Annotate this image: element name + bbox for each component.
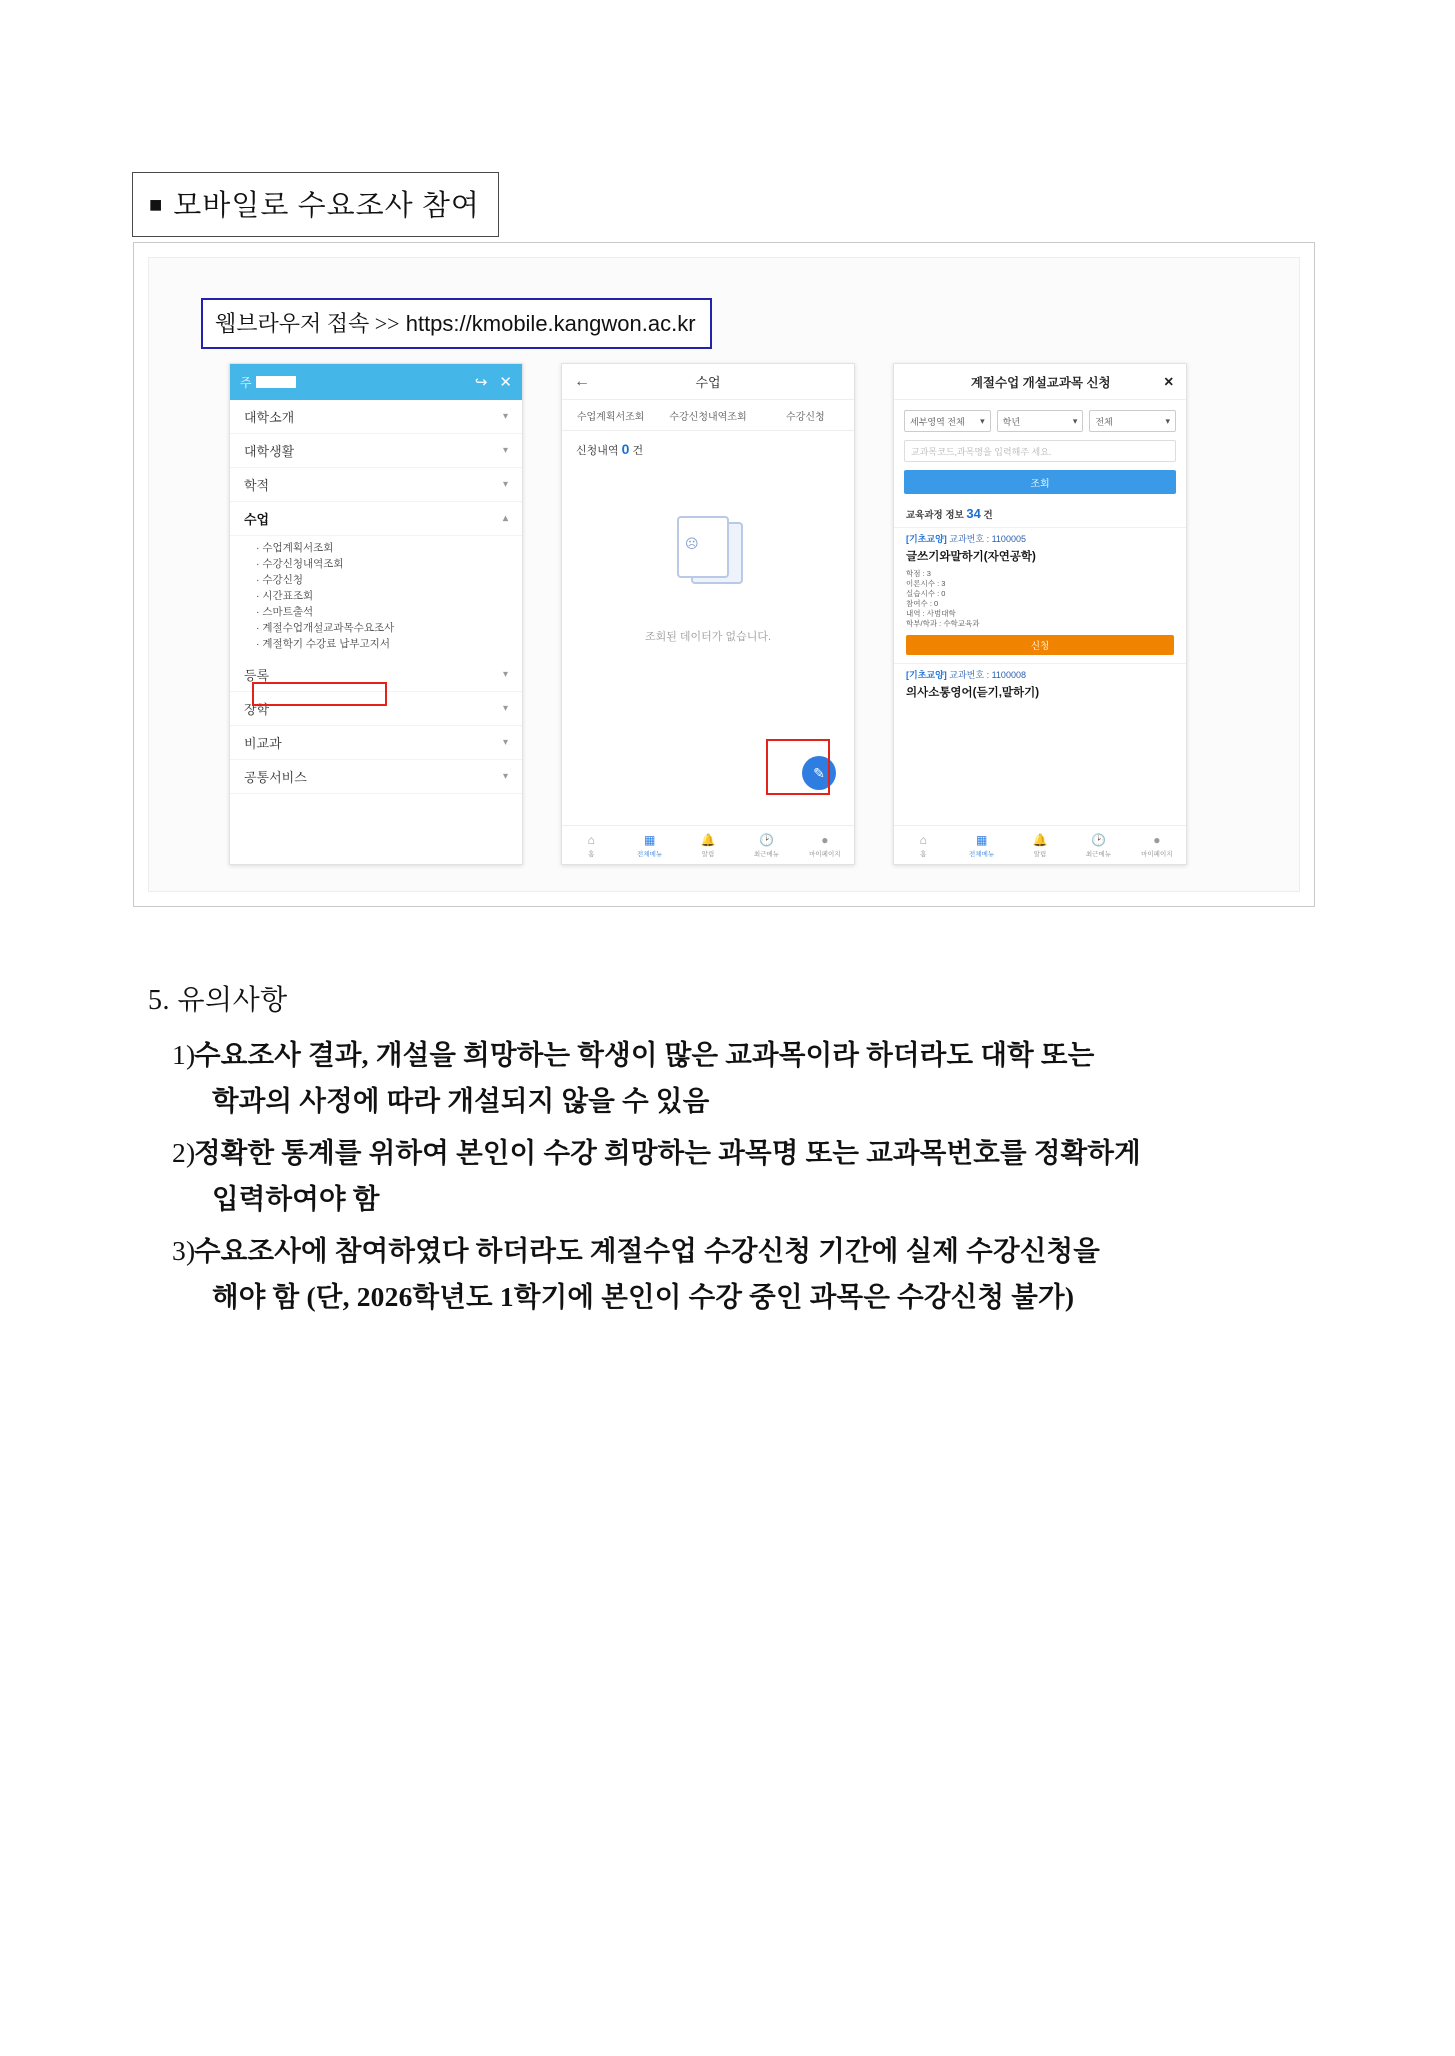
course-code: 1100005	[991, 534, 1026, 544]
result-unit: 건	[983, 510, 993, 521]
course-detail: 내역 : 사범대학	[906, 609, 956, 618]
sidebar-item-academic[interactable]	[230, 468, 522, 502]
sidebar-item-label: 공통서비스	[244, 770, 307, 785]
nav-all-menu[interactable]	[952, 826, 1010, 864]
screenshot-inner	[148, 257, 1300, 892]
sidebar-item-univ-intro[interactable]	[230, 400, 522, 434]
nav-label: 최근메뉴	[1085, 850, 1111, 858]
count-unit: 건	[632, 445, 644, 457]
phone2-empty-state	[562, 514, 854, 644]
pencil-icon: ✎	[813, 764, 825, 781]
filter-subarea[interactable]	[904, 410, 991, 432]
nav-label: 알림	[1033, 850, 1047, 858]
url-box	[201, 298, 712, 349]
course-meta	[906, 668, 1174, 681]
note-line-2: 입력하여야 함	[212, 1183, 380, 1214]
tab-syllabus[interactable]: 수업계획서조회	[576, 411, 645, 423]
phone3-result-count	[894, 504, 1186, 527]
phone1-header	[230, 364, 522, 400]
chevron-down-icon: ▾	[502, 411, 508, 422]
note-item	[148, 1228, 1328, 1320]
section-heading	[132, 172, 499, 237]
course-tag: [기초교양]	[906, 670, 947, 680]
filter-label: 학년	[1002, 416, 1021, 427]
note-number: 2)	[172, 1137, 196, 1168]
course-tag: [기초교양]	[906, 534, 947, 544]
phone2-tabs	[562, 400, 854, 431]
phone2-header	[562, 364, 854, 400]
note-text	[194, 1130, 1328, 1222]
submenu-item-smart-attendance[interactable]: · 스마트출석	[256, 606, 314, 618]
nav-label: 최근메뉴	[753, 850, 779, 858]
phone-mock-classes	[561, 363, 855, 865]
filter-all[interactable]	[1089, 410, 1176, 432]
screenshot-panel	[133, 242, 1315, 907]
nav-label: 전체메뉴	[637, 850, 663, 858]
phone1-header-icons	[475, 373, 512, 391]
chevron-down-icon: ▾	[502, 479, 508, 490]
sidebar-item-label: 장학	[244, 702, 270, 717]
home-icon: ⌂	[587, 832, 595, 847]
close-icon[interactable]: ✕	[499, 374, 512, 391]
sidebar-item-label: 대학소개	[244, 410, 295, 425]
search-input[interactable]	[904, 440, 1176, 462]
filter-label: 세부영역 전체	[910, 416, 965, 427]
nav-label: 마이페이지	[1141, 850, 1173, 858]
nav-recent[interactable]	[1069, 826, 1127, 864]
sidebar-submenu	[230, 536, 522, 658]
write-fab-button[interactable]	[802, 756, 836, 790]
course-name: 글쓰기와말하기(자연공학)	[906, 551, 1036, 563]
nav-label: 전체메뉴	[969, 850, 995, 858]
nav-mypage[interactable]	[796, 826, 854, 864]
course-code-label: 교과번호 :	[949, 670, 990, 680]
submenu-item-seasonal-tuition-bill[interactable]: · 계절학기 수강료 납부고지서	[256, 638, 390, 650]
course-detail: 학부/학과 : 수학교육과	[906, 619, 980, 628]
course-detail: 실습시수 : 0	[906, 589, 946, 598]
filter-label: 전체	[1095, 416, 1113, 427]
course-details	[906, 569, 1174, 629]
filter-grade[interactable]	[997, 410, 1084, 432]
chevron-down-icon: ▾	[1165, 415, 1171, 426]
submenu-item-timetable[interactable]: · 시간표조회	[256, 590, 314, 602]
sidebar-item-classes[interactable]	[230, 502, 522, 536]
phone3-bottom-nav	[894, 825, 1186, 864]
sad-face-icon: ☹	[685, 536, 699, 551]
sidebar-item-label: 수업	[244, 512, 270, 527]
clock-icon: 🕑	[758, 832, 774, 847]
phone3-header	[894, 364, 1186, 400]
sidebar-item-common-services[interactable]	[230, 760, 522, 794]
person-icon: ●	[821, 832, 829, 847]
phone1-user-name: 주	[240, 375, 252, 390]
note-line-1: 수요조사에 참여하였다 하더라도 계절수업 수강신청 기간에 실제 수강신청을	[194, 1235, 1101, 1266]
note-number: 3)	[172, 1235, 196, 1266]
grid-icon: ▦	[975, 832, 988, 847]
clock-icon: 🕑	[1090, 832, 1106, 847]
phone1-user	[240, 374, 296, 391]
grid-icon: ▦	[643, 832, 656, 847]
phone2-bottom-nav	[562, 825, 854, 864]
sidebar-item-label: 등록	[244, 668, 270, 683]
logout-icon[interactable]: ↪	[474, 374, 488, 391]
nav-home[interactable]	[894, 826, 952, 864]
sidebar-item-extracurricular[interactable]	[230, 726, 522, 760]
notes-title: 5. 유의사항	[148, 985, 288, 1016]
chevron-down-icon: ▾	[502, 703, 508, 714]
close-icon[interactable]: ✕	[1163, 375, 1174, 389]
phone2-count	[562, 431, 854, 468]
section-heading-text: 모바일로 수요조사 참여	[173, 190, 480, 222]
submenu-item-syllabus[interactable]: · 수업계획서조회	[256, 542, 334, 554]
sidebar-item-registration[interactable]	[230, 658, 522, 692]
chevron-down-icon: ▾	[502, 737, 508, 748]
search-button[interactable]: 조회	[904, 470, 1176, 494]
course-list-item	[894, 663, 1186, 700]
sidebar-item-label: 비교과	[244, 736, 282, 751]
result-value: 34	[966, 506, 981, 521]
submenu-item-course-registration[interactable]: · 수강신청	[256, 574, 303, 586]
nav-alert[interactable]	[1011, 826, 1069, 864]
nav-label: 마이페이지	[809, 850, 841, 858]
note-line-2: 해야 함 (단, 2026학년도 1학기에 본인이 수강 중인 과목은 수강신청 불가)	[212, 1281, 1075, 1312]
url-label: 웹브라우저 접속 >>	[215, 311, 400, 336]
course-detail: 학점 : 3	[906, 569, 931, 578]
course-code-label: 교과번호 :	[949, 534, 990, 544]
nav-mypage[interactable]	[1128, 826, 1186, 864]
note-line-1: 정확한 통계를 위하여 본인이 수강 희망하는 과목명 또는 교과목번호를 정확하게	[194, 1137, 1141, 1168]
phone3-title: 계절수업 개설교과목 신청	[970, 375, 1111, 390]
back-arrow-icon[interactable]: ←	[574, 372, 590, 390]
nav-all-menu[interactable]	[620, 826, 678, 864]
empty-document-icon	[671, 514, 745, 588]
count-value: 0	[621, 441, 630, 457]
phone-mock-menu	[229, 363, 523, 865]
square-bullet-icon: ■	[149, 192, 164, 217]
chevron-down-icon: ▾	[980, 415, 985, 426]
submenu-item-enrollment-history[interactable]: · 수강신청내역조회	[256, 558, 344, 570]
name-mask	[256, 376, 296, 388]
notes-section	[148, 978, 1328, 1326]
tab-course-registration[interactable]: 수강신청	[786, 411, 825, 423]
course-meta	[906, 532, 1174, 545]
nav-label: 홈	[920, 850, 927, 858]
sidebar-item-campus-life[interactable]	[230, 434, 522, 468]
nav-recent[interactable]	[737, 826, 795, 864]
sidebar-item-label: 대학생활	[244, 444, 295, 459]
note-line-2: 학과의 사정에 따라 개설되지 않을 수 있음	[212, 1085, 710, 1116]
note-item	[148, 1130, 1328, 1222]
course-name: 의사소통영어(듣기,말하기)	[906, 687, 1040, 699]
chevron-down-icon: ▾	[502, 771, 508, 782]
nav-alert[interactable]	[679, 826, 737, 864]
chevron-up-icon: ▴	[502, 513, 508, 524]
empty-text: 조회된 데이터가 없습니다.	[644, 631, 772, 643]
count-label: 신청내역	[576, 445, 619, 457]
phone2-title: 수업	[695, 375, 721, 390]
phone-mock-seasonal-apply	[893, 363, 1187, 865]
chevron-down-icon: ▾	[502, 669, 508, 680]
url-text: https://kmobile.kangwon.ac.kr	[405, 311, 696, 336]
phone3-filters	[894, 400, 1186, 438]
result-label: 교육과정 정보	[906, 510, 964, 521]
note-item	[148, 1032, 1328, 1124]
nav-home[interactable]	[562, 826, 620, 864]
bell-icon: 🔔	[1032, 832, 1048, 847]
course-code: 1100008	[991, 670, 1026, 680]
search-placeholder: 교과목코드,과목명을 입력해주 세요.	[911, 446, 1052, 457]
course-detail: 이론시수 : 3	[906, 579, 946, 588]
note-text	[194, 1228, 1328, 1320]
course-list-item	[894, 527, 1186, 655]
home-icon: ⌂	[919, 832, 927, 847]
person-icon: ●	[1153, 832, 1161, 847]
chevron-down-icon: ▾	[1072, 415, 1078, 426]
nav-label: 알림	[701, 850, 715, 858]
chevron-down-icon: ▾	[502, 445, 508, 456]
bell-icon: 🔔	[700, 832, 716, 847]
submenu-item-seasonal-demand-survey[interactable]: · 계절수업개설교과목수요조사	[256, 622, 395, 634]
sidebar-item-label: 학적	[244, 478, 270, 493]
course-detail: 참여수 : 0	[906, 599, 939, 608]
apply-button[interactable]: 신청	[906, 635, 1174, 655]
nav-label: 홈	[588, 850, 595, 858]
note-text	[194, 1032, 1328, 1124]
tab-enrollment-history[interactable]: 수강신청내역조회	[669, 411, 747, 423]
note-number: 1)	[172, 1039, 196, 1070]
sidebar-item-scholarship[interactable]	[230, 692, 522, 726]
note-line-1: 수요조사 결과, 개설을 희망하는 학생이 많은 교과목이라 하더라도 대학 또는	[194, 1039, 1095, 1070]
